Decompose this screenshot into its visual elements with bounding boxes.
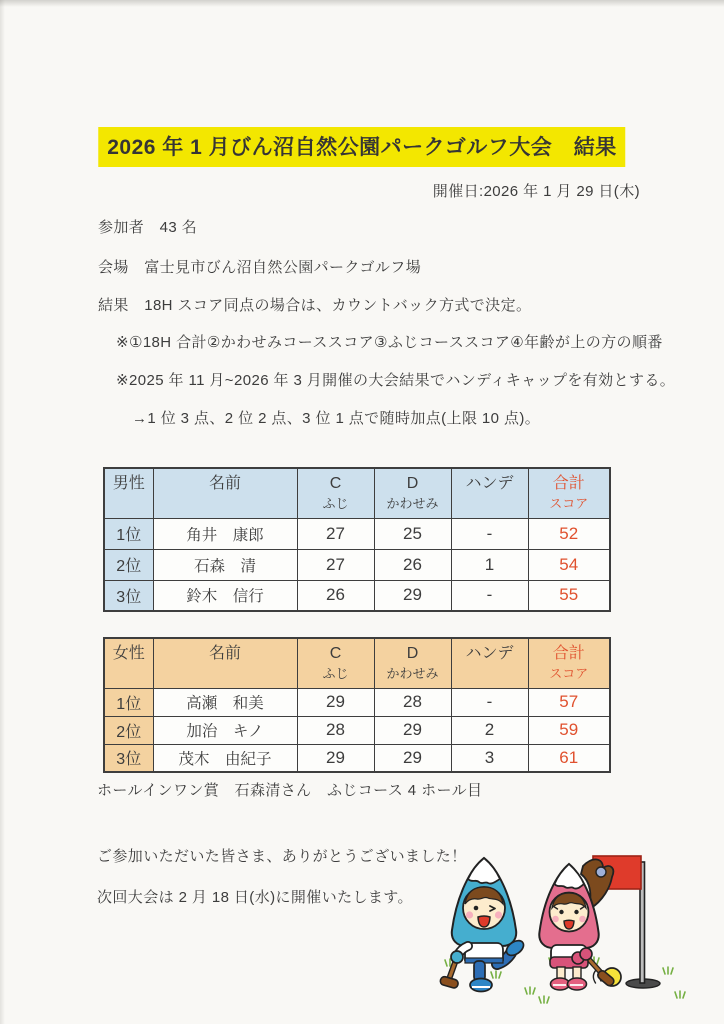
score-d-cell: 28 bbox=[374, 688, 451, 716]
total-cell: 57 bbox=[528, 688, 610, 716]
handicap-cell: 2 bbox=[451, 716, 528, 744]
men-col-total bbox=[528, 468, 610, 518]
handicap-cell: 1 bbox=[451, 549, 528, 580]
score-d-cell: 25 bbox=[374, 518, 451, 549]
men-table-header-row bbox=[104, 468, 610, 518]
total-cell: 55 bbox=[528, 580, 610, 611]
venue-line: 会場 富士見市びん沼自然公園パークゴルフ場 bbox=[98, 259, 422, 276]
score-d-cell: 26 bbox=[374, 549, 451, 580]
total-label-1: 合計 bbox=[552, 475, 585, 492]
score-c-cell: 27 bbox=[297, 518, 374, 549]
rank-cell: 1位 bbox=[104, 688, 153, 716]
participants-line: 参加者 43 名 bbox=[98, 219, 198, 236]
men-col-name: 名前 bbox=[153, 468, 297, 518]
course-d-label: D bbox=[406, 645, 419, 662]
handicap-cell: - bbox=[451, 518, 528, 549]
rank-cell: 3位 bbox=[104, 580, 153, 611]
note-ranking-order: ※①18H 合計②かわせみコーススコア③ふじコーススコア④年齢が上の方の順番 bbox=[116, 334, 663, 351]
score-c-cell: 29 bbox=[297, 744, 374, 772]
name-cell: 加治 キノ bbox=[153, 716, 297, 744]
score-c-cell: 26 bbox=[297, 580, 374, 611]
women-col-total bbox=[528, 638, 610, 688]
table-row bbox=[104, 549, 610, 580]
handicap-cell: - bbox=[451, 688, 528, 716]
course-d-sub-label: かわせみ bbox=[386, 666, 439, 681]
women-group-label: 女性 bbox=[104, 638, 153, 688]
women-table-header-row bbox=[104, 638, 610, 688]
women-col-name: 名前 bbox=[153, 638, 297, 688]
course-c-label: C bbox=[329, 645, 342, 662]
men-group-label: 男性 bbox=[104, 468, 153, 518]
women-col-handicap: ハンデ bbox=[451, 638, 528, 688]
name-cell: 石森 清 bbox=[153, 549, 297, 580]
name-cell: 角井 康郎 bbox=[153, 518, 297, 549]
score-d-cell: 29 bbox=[374, 580, 451, 611]
men-col-handicap: ハンデ bbox=[451, 468, 528, 518]
total-label-2: スコア bbox=[549, 496, 589, 511]
table-row bbox=[104, 580, 610, 611]
next-event-line: 次回大会は 2 月 18 日(水)に開催いたします。 bbox=[97, 889, 413, 906]
course-c-label: C bbox=[329, 475, 342, 492]
rank-cell: 1位 bbox=[104, 518, 153, 549]
name-cell: 鈴木 信行 bbox=[153, 580, 297, 611]
total-label-1: 合計 bbox=[552, 645, 585, 662]
total-cell: 52 bbox=[528, 518, 610, 549]
table-row bbox=[104, 744, 610, 772]
total-cell: 54 bbox=[528, 549, 610, 580]
name-cell: 茂木 由紀子 bbox=[153, 744, 297, 772]
page-title: 2026 年 1 月びん沼自然公園パークゴルフ大会 結果 bbox=[98, 127, 625, 167]
score-d-cell: 29 bbox=[374, 744, 451, 772]
rank-cell: 2位 bbox=[104, 716, 153, 744]
score-c-cell: 29 bbox=[297, 688, 374, 716]
men-results-table bbox=[103, 467, 611, 612]
name-cell: 高瀬 和美 bbox=[153, 688, 297, 716]
women-col-course-c bbox=[297, 638, 374, 688]
women-results-table bbox=[103, 637, 611, 773]
pink-fuji-mascot-icon bbox=[539, 859, 615, 990]
score-c-cell: 27 bbox=[297, 549, 374, 580]
total-cell: 59 bbox=[528, 716, 610, 744]
scan-edge bbox=[0, 0, 5, 1024]
men-col-course-c bbox=[297, 468, 374, 518]
rank-cell: 3位 bbox=[104, 744, 153, 772]
hole-in-one-line: ホールインワン賞 石森清さん ふじコース 4 ホール目 bbox=[97, 782, 483, 799]
course-d-label: D bbox=[406, 475, 419, 492]
course-c-sub-label: ふじ bbox=[322, 666, 349, 681]
thanks-line: ご参加いただいた皆さま、ありがとうございました！ bbox=[97, 848, 467, 865]
handicap-cell: - bbox=[451, 580, 528, 611]
score-c-cell: 28 bbox=[297, 716, 374, 744]
blue-fuji-mascot-icon bbox=[439, 858, 526, 992]
total-cell: 61 bbox=[528, 744, 610, 772]
table-row bbox=[104, 716, 610, 744]
note-handicap-period: ※2025 年 11 月~2026 年 3 月開催の大会結果でハンディキャップを有効とする。 bbox=[116, 372, 676, 389]
women-col-course-d bbox=[374, 638, 451, 688]
event-date: 開催日:2026 年 1 月 29 日(木) bbox=[432, 183, 640, 200]
scan-edge bbox=[0, 0, 724, 7]
table-row bbox=[104, 518, 610, 549]
rank-cell: 2位 bbox=[104, 549, 153, 580]
mascot-illustration bbox=[438, 842, 690, 1004]
course-c-sub-label: ふじ bbox=[322, 496, 349, 511]
tiebreak-rule-line: 結果 18H スコア同点の場合は、カウントバック方式で決定。 bbox=[98, 297, 532, 314]
total-label-2: スコア bbox=[549, 666, 589, 681]
men-col-course-d bbox=[374, 468, 451, 518]
note-points-rule: →1 位 3 点、2 位 2 点、3 位 1 点で随時加点(上限 10 点)。 bbox=[132, 410, 541, 427]
handicap-cell: 3 bbox=[451, 744, 528, 772]
score-d-cell: 29 bbox=[374, 716, 451, 744]
course-d-sub-label: かわせみ bbox=[386, 496, 439, 511]
table-row bbox=[104, 688, 610, 716]
